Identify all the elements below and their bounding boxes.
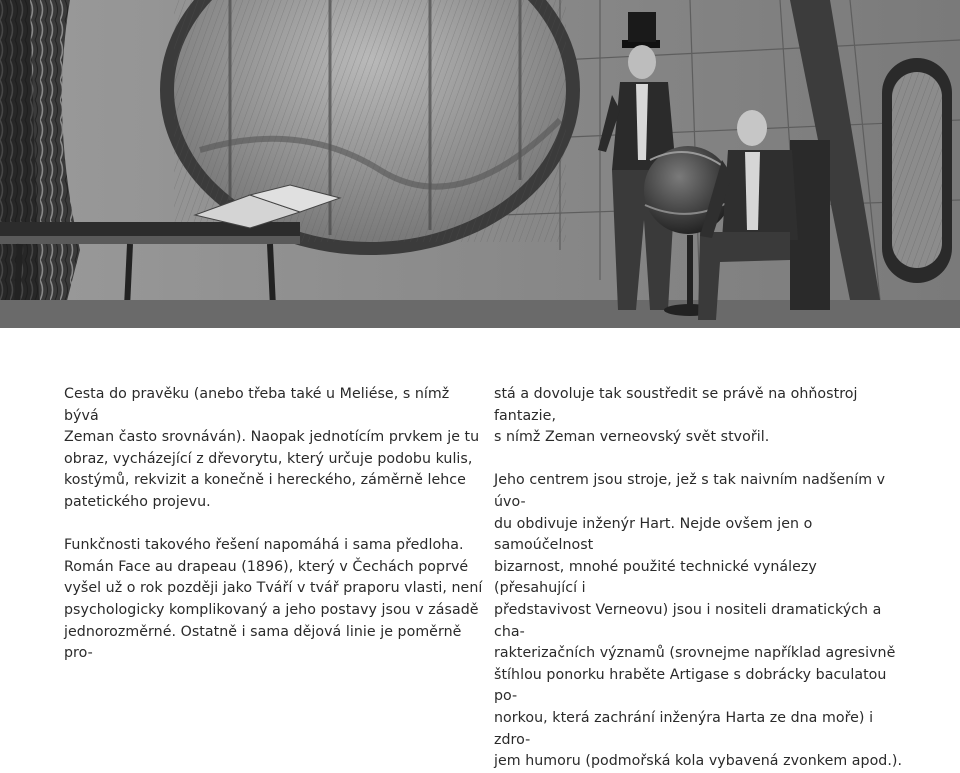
- right-paragraph-1: stá a dovoluje tak soustředit se právě na ohňostroj fantazie, s nímž Zeman verneovský svět stvořil.: [494, 386, 858, 446]
- right-paragraph-2: Jeho centrem jsou stroje, jež s tak naivním nadšením v úvo- du obdivuje inženýr Hart. Nejde ovšem jen o samoúčelnost bizarnost, mnohé použité technické vynálezy (přesahující i představivost Verneovu) jsou i nositeli dramatických a cha- rakterizačních významů (srovnejme například agresivně štíhlou ponorku hraběte Artigase s dobrácky baculatou po- norkou, která zachrání inženýra Harta ze dna moře) i zdro- jem humoru (podmořská kola vybavená zvonkem apod.).: [494, 472, 903, 770]
- film-still-image: [0, 0, 960, 328]
- left-text-column: [64, 384, 484, 665]
- left-paragraph-1: Cesta do pravěku (anebo třeba také u Meliése, s nímž bývá Zeman často srovnáván). Naopak jednotícím prvkem je tu obraz, vycházející z dřevorytu, který určuje podobu kulis, kostýmů, rekvizit a konečně i hereckého, záměrně lehce patetického projevu.: [64, 386, 480, 510]
- right-text-column: [494, 384, 904, 773]
- left-paragraph-2: Funkčnosti takového řešení napomáhá i sama předloha. Román Face au drapeau (1896), který v Čechách poprvé vyšel už o rok později jako Tváří v tvář praporu vlasti, není psychologicky komplikovaný a jeho postavy jsou v zásadě jednorozměrné. Ostatně i sama dějová linie je poměrně pro-: [64, 537, 483, 662]
